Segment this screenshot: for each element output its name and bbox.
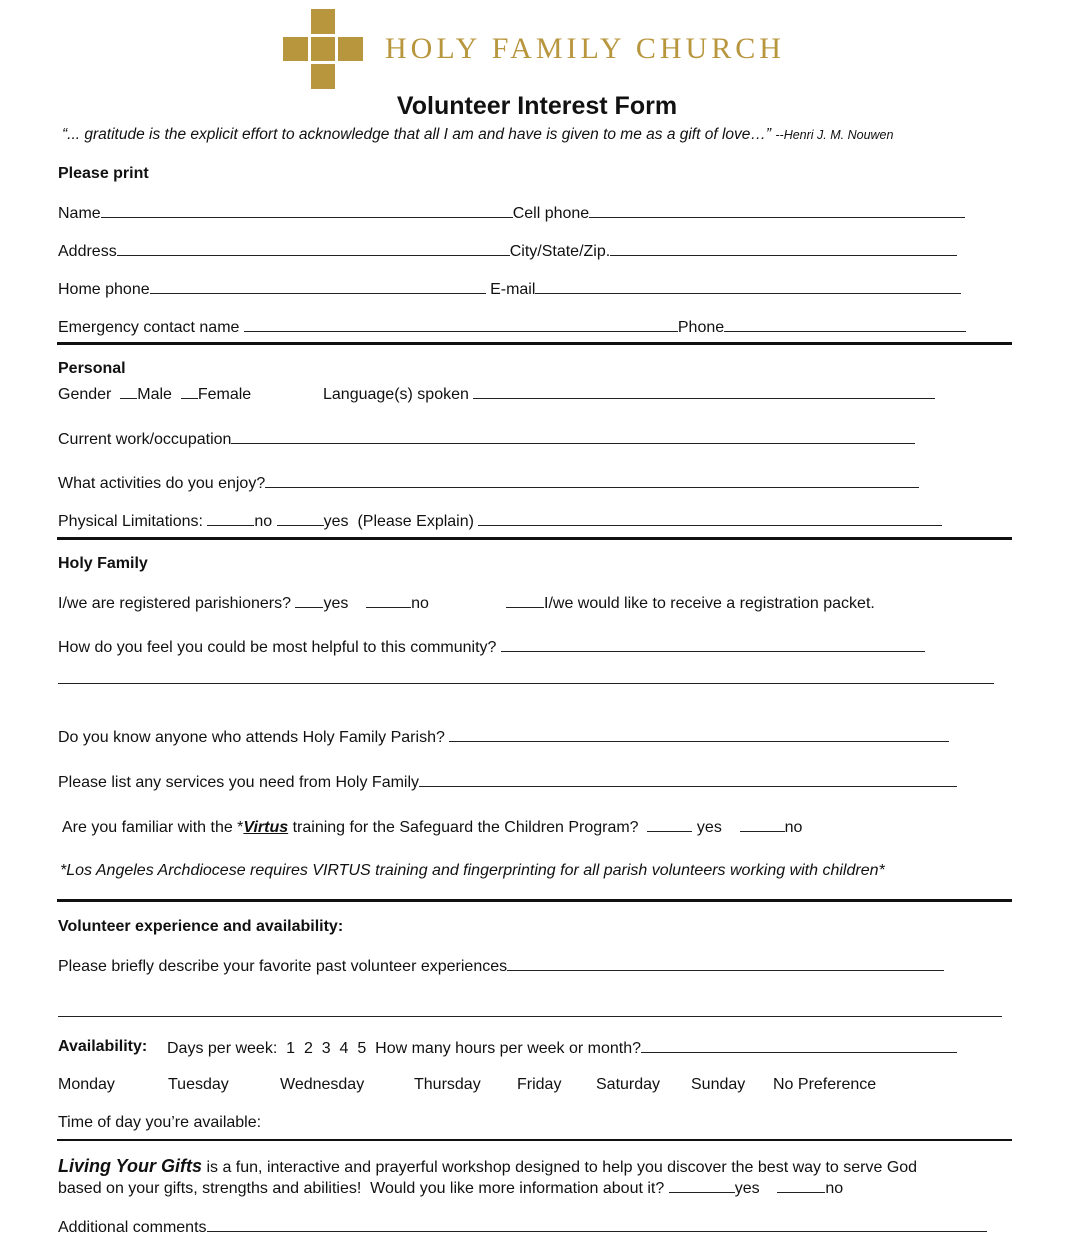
registration-packet-field[interactable] [506, 593, 544, 608]
activities-label: What activities do you enjoy? [58, 475, 266, 492]
virtus-yes-field[interactable] [647, 817, 692, 832]
home-phone-row [58, 279, 961, 299]
registration-packet-row [506, 593, 875, 613]
address-field[interactable] [117, 241, 510, 256]
female-label: Female [197, 386, 252, 403]
day-thursday[interactable]: Thursday [414, 1076, 481, 1093]
registered-no-label: no [411, 595, 429, 612]
helpful-field-line-2[interactable] [58, 683, 994, 684]
day-count-1[interactable]: 1 [286, 1040, 296, 1057]
male-label: Male [137, 386, 172, 403]
gifts-yes-field[interactable] [669, 1178, 735, 1193]
emergency-phone-field[interactable] [724, 317, 966, 332]
services-row [58, 772, 957, 792]
know-anyone-label: Do you know anyone who attends Holy Family Parish? [58, 729, 445, 746]
registered-no-field[interactable] [366, 593, 411, 608]
languages-row [323, 384, 935, 404]
emergency-contact-label: Emergency contact name [58, 319, 240, 336]
name-field[interactable] [101, 203, 513, 218]
day-tuesday[interactable]: Tuesday [168, 1076, 229, 1093]
occupation-label: Current work/occupation [58, 431, 232, 448]
registered-label: I/we are registered parishioners? [58, 595, 292, 612]
quote-author: --Henri J. M. Nouwen [775, 128, 894, 142]
activities-field[interactable] [265, 473, 919, 488]
form-title: Volunteer Interest Form [396, 92, 678, 120]
limitations-no-label: no [254, 513, 273, 530]
home-phone-label: Home phone [58, 281, 150, 298]
days-per-week-label: Days per week: [167, 1040, 278, 1057]
registered-yes-label: yes [323, 595, 349, 612]
gifts-description-2: based on your gifts, strengths and abilities! Would you like more information about it? [58, 1180, 665, 1197]
gifts-yes-label: yes [734, 1180, 760, 1197]
section-divider [57, 899, 1012, 902]
helpful-label: How do you feel you could be most helpful to this community? [58, 639, 497, 656]
describe-row [58, 956, 944, 976]
day-monday[interactable]: Monday [58, 1076, 115, 1093]
day-friday[interactable]: Friday [517, 1076, 562, 1093]
section-divider [57, 537, 1012, 540]
services-label: Please list any services you need from Holy Family [58, 774, 420, 791]
virtus-yes-label: yes [696, 819, 722, 836]
phone-label: Phone [677, 319, 725, 336]
emergency-contact-field[interactable] [244, 317, 678, 332]
holy-family-heading: Holy Family [58, 555, 148, 572]
activities-row [58, 473, 919, 493]
email-field[interactable] [535, 279, 961, 294]
name-row [58, 203, 965, 223]
languages-field[interactable] [473, 384, 935, 399]
virtus-label-post: training for the Safeguard the Children Program? [288, 819, 639, 836]
day-sunday[interactable]: Sunday [691, 1076, 746, 1093]
church-name: HOLY FAMILY CHURCH [385, 32, 785, 65]
gender-label: Gender [58, 386, 112, 403]
describe-field[interactable] [507, 956, 944, 971]
comments-row [58, 1217, 987, 1237]
days-per-week-row [167, 1038, 957, 1058]
cell-phone-field[interactable] [589, 203, 965, 218]
please-print-heading: Please print [58, 165, 149, 182]
services-field[interactable] [419, 772, 957, 787]
limitations-no-field[interactable] [207, 511, 254, 526]
limitations-yes-field[interactable] [277, 511, 324, 526]
quote-text: “... gratitude is the explicit effort to acknowledge that all I am and have is given to me as a gift of love…” [62, 126, 776, 143]
limitations-yes-label: yes (Please Explain) [323, 513, 474, 530]
emergency-row [58, 317, 966, 337]
living-your-gifts-title: Living Your Gifts [58, 1156, 203, 1176]
virtus-no-label: no [784, 819, 803, 836]
describe-field-line-2[interactable] [58, 1016, 1002, 1017]
virtus-link: Virtus [243, 819, 289, 836]
gifts-no-field[interactable] [777, 1178, 825, 1193]
day-no-preference[interactable]: No Preference [773, 1076, 877, 1093]
male-field[interactable] [120, 384, 137, 399]
availability-label-bold: Availability: [58, 1038, 148, 1055]
day-count-4[interactable]: 4 [339, 1040, 349, 1057]
cell-phone-label: Cell phone [512, 205, 590, 222]
day-count-3[interactable]: 3 [321, 1040, 331, 1057]
registered-row [58, 593, 429, 613]
name-label: Name [58, 205, 101, 222]
day-saturday[interactable]: Saturday [596, 1076, 661, 1093]
hours-field[interactable] [641, 1038, 957, 1053]
languages-label: Language(s) spoken [323, 386, 469, 403]
comments-label: Additional comments [58, 1219, 207, 1236]
gifts-no-label: no [825, 1180, 844, 1197]
personal-heading: Personal [58, 360, 126, 377]
gender-row [58, 384, 251, 404]
section-divider [57, 342, 1012, 345]
hours-label: How many hours per week or month? [375, 1040, 642, 1057]
experience-heading: Volunteer experience and availability: [58, 918, 344, 935]
female-field[interactable] [181, 384, 198, 399]
limitations-label: Physical Limitations: [58, 513, 203, 530]
address-row [58, 241, 957, 261]
gifts-row-2 [58, 1178, 843, 1198]
helpful-row [58, 637, 925, 657]
section-divider [57, 1139, 1012, 1141]
day-count-5[interactable]: 5 [357, 1040, 367, 1057]
church-logo-cross-icon [283, 9, 363, 89]
time-of-day-label: Time of day you’re available: [58, 1114, 262, 1131]
know-anyone-field[interactable] [449, 727, 949, 742]
occupation-field[interactable] [231, 429, 915, 444]
city-state-zip-field[interactable] [610, 241, 957, 256]
limitations-explain-field[interactable] [478, 511, 942, 526]
email-label: E-mail [490, 281, 536, 298]
home-phone-field[interactable] [150, 279, 486, 294]
registered-yes-field[interactable] [295, 593, 323, 608]
gifts-row-1 [58, 1156, 917, 1177]
know-anyone-row [58, 727, 949, 747]
occupation-row [58, 429, 915, 449]
describe-label: Please briefly describe your favorite past volunteer experiences [58, 958, 508, 975]
city-state-zip-label: City/State/Zip. [509, 243, 611, 260]
address-label: Address [58, 243, 117, 260]
virtus-requirement-note: *Los Angeles Archdiocese requires VIRTUS training and fingerprinting for all parish volunteers working with children* [60, 862, 885, 879]
gifts-description-1: is a fun, interactive and prayerful workshop designed to help you discover the best way to serve God [202, 1159, 918, 1176]
day-wednesday[interactable]: Wednesday [280, 1076, 365, 1093]
virtus-label-pre: Are you familiar with the * [62, 819, 244, 836]
virtus-no-field[interactable] [740, 817, 785, 832]
registration-packet-label: I/we would like to receive a registration packet. [544, 595, 875, 612]
limitations-row [58, 511, 942, 531]
virtus-row [62, 817, 802, 837]
quote [62, 126, 893, 144]
day-count-2[interactable]: 2 [303, 1040, 313, 1057]
helpful-field[interactable] [501, 637, 925, 652]
comments-field[interactable] [207, 1217, 987, 1232]
